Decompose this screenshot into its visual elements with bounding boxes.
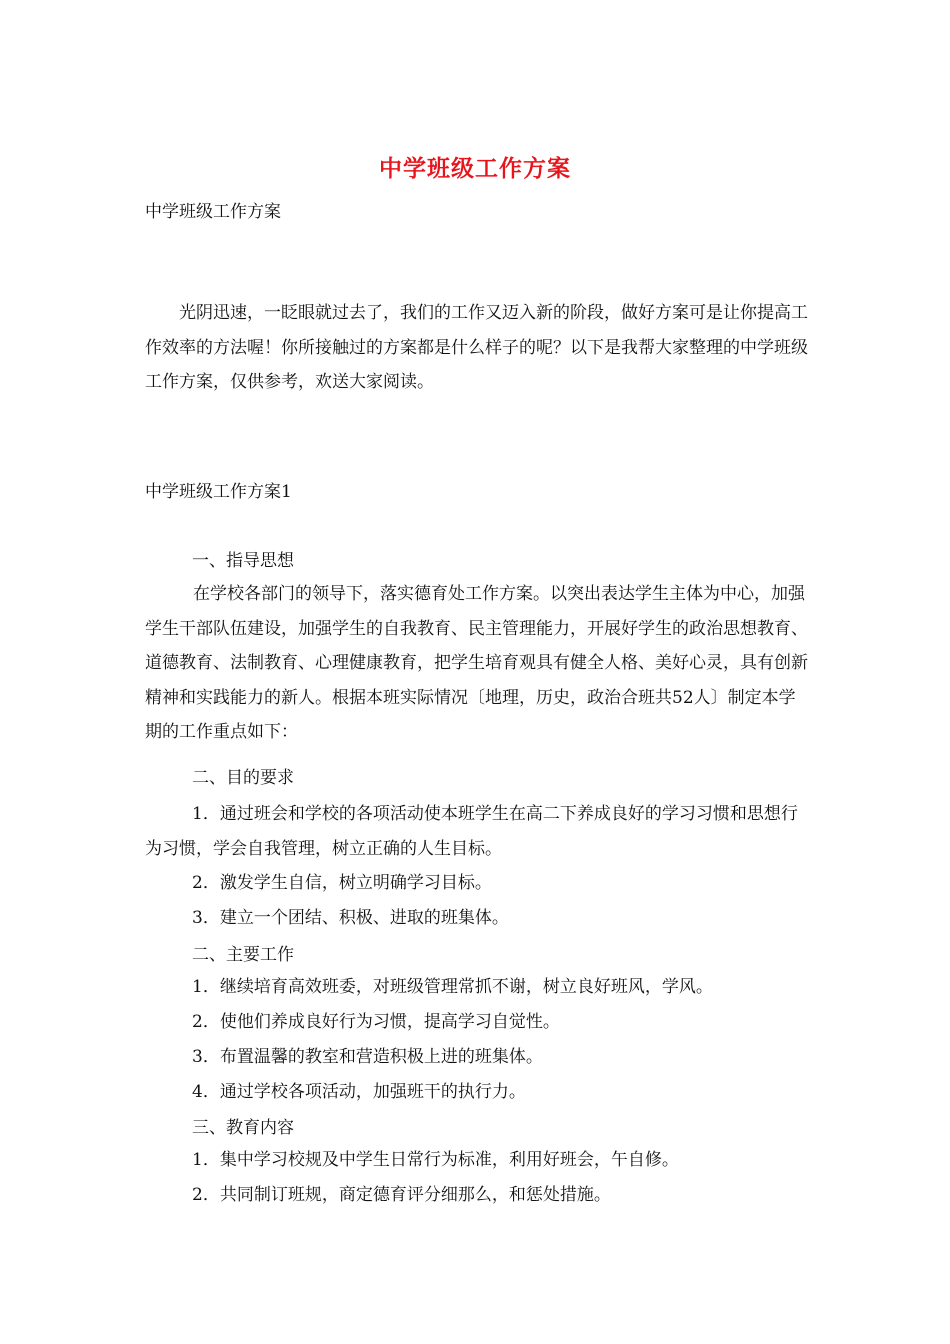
heading-education-content: 三、教育内容: [192, 1118, 294, 1138]
work-item-1: 1．继续培育高效班委，对班级管理常抓不谢，树立良好班风，学风。: [192, 977, 713, 997]
goal-item-2: 2．激发学生自信，树立明确学习目标。: [192, 873, 492, 893]
heading-main-work: 二、主要工作: [192, 945, 294, 965]
work-item-4: 4．通过学校各项活动，加强班干的执行力。: [192, 1082, 526, 1102]
heading-guiding-thought: 一、指导思想: [192, 551, 294, 571]
section-title: 中学班级工作方案1: [145, 482, 292, 502]
document-subtitle: 中学班级工作方案: [145, 202, 281, 222]
work-item-3: 3．布置温馨的教室和营造积极上进的班集体。: [192, 1047, 543, 1067]
intro-paragraph: 光阴迅速，一眨眼就过去了，我们的工作又迈入新的阶段，做好方案可是让你提高工作效率的方法喔！你所接触过的方案都是什么样子的呢？以下是我帮大家整理的中学班级工作方案，仅供参考，欢送大家阅读。: [145, 303, 808, 393]
goal-item-1: 1．通过班会和学校的各项活动使本班学生在高二下养成良好的学习习惯和思想行为习惯，学会自我管理，树立正确的人生目标。: [145, 804, 798, 859]
goal-item-3: 3．建立一个团结、积极、进取的班集体。: [192, 908, 509, 928]
document-title: 中学班级工作方案: [379, 155, 571, 182]
content-item-1: 1．集中学习校规及中学生日常行为标准，利用好班会，午自修。: [192, 1150, 679, 1170]
work-item-2: 2．使他们养成良好行为习惯，提高学习自觉性。: [192, 1012, 560, 1032]
guiding-paragraph: 在学校各部门的领导下，落实德育处工作方案。以突出表达学生主体为中心，加强学生干部队伍建设，加强学生的自我教育、民主管理能力，开展好学生的政治思想教育、道德教育、法制教育、心理健康教育，把学生培育观具有健全人格、美好心灵，具有创新精神和实践能力的新人。根据本班实际情况〔地理，历史，政治合班共52人〕制定本学期的工作重点如下：: [145, 584, 808, 743]
content-item-2: 2．共同制订班规，商定德育评分细那么，和惩处措施。: [192, 1185, 611, 1205]
heading-goals: 二、目的要求: [192, 768, 294, 788]
